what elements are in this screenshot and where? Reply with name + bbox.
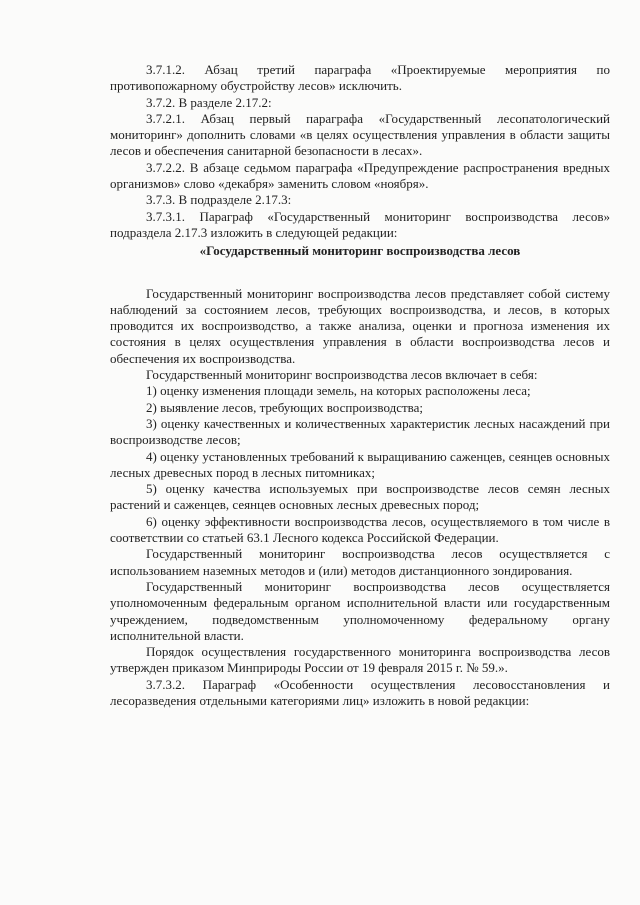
list-item: 4) оценку установленных требований к выращиванию саженцев, сеянцев основных лесных древесных пород в лесных питомниках;	[110, 448, 610, 480]
list-item: 6) оценку эффективности воспроизводства лесов, осуществляемого в том числе в соответствии со статьей 63.1 Лесного кодекса Российской Федерации.	[110, 513, 610, 546]
paragraph: Государственный мониторинг воспроизводства лесов представляет собой систему наблюдений за состоянием лесов, требующих воспроизводства, и лесов, в которых проводится их воспроизводство, а также анализа, оценки и прогноза изменения их состояния в целях осуществления управления в области воспроизводства лесов и обеспечения их воспроизводства.	[110, 285, 610, 366]
document-text	[110, 62, 610, 709]
paragraph: 3.7.2.2. В абзаце седьмом параграфа «Предупреждение распространения вредных организмов» слово «декабря» заменить словом «ноября».	[110, 159, 610, 192]
spacer	[110, 260, 610, 286]
paragraph: Государственный мониторинг воспроизводства лесов включает в себя:	[146, 367, 538, 383]
list-item: 2) выявление лесов, требующих воспроизводства;	[146, 399, 424, 415]
paragraph: 3.7.3.1. Параграф «Государственный мониторинг воспроизводства лесов» подраздела 2.17.3 изложить в следующей редакции:	[110, 208, 610, 240]
paragraph: 3.7.2.1. Абзац первый параграфа «Государственный лесопатологический мониторинг» дополнить словами «в целях осуществления управления в области защиты лесов и обеспечения санитарной безопасности в лесах».	[110, 110, 610, 159]
paragraph: 3.7.3. В подразделе 2.17.3:	[146, 192, 292, 208]
paragraph: Порядок осуществления государственного мониторинга воспроизводства лесов утвержден приказом Минприроды России от 19 февраля 2015 г. № 59.».	[110, 644, 610, 676]
list-item: 1) оценку изменения площади земель, на которых расположены леса;	[146, 383, 531, 399]
section-heading: «Государственный мониторинг воспроизводства лесов	[199, 243, 521, 259]
paragraph: Государственный мониторинг воспроизводства лесов осуществляется уполномоченным федеральным органом исполнительной власти или государственным учреждением, подведомственным уполномоченному федеральному органу исполнительной власти.	[110, 578, 610, 643]
list-item: 3) оценку качественных и количественных характеристик лесных насаждений при воспроизводстве лесов;	[110, 415, 610, 448]
paragraph: 3.7.2. В разделе 2.17.2:	[146, 94, 272, 110]
paragraph: 3.7.3.2. Параграф «Особенности осуществления лесовосстановления и лесоразведения отдельными категориями лиц» изложить в новой редакции:	[110, 676, 610, 708]
list-item: 5) оценку качества используемых при воспроизводстве лесов семян лесных растений и саженцев, сеянцев основных лесных древесных пород;	[110, 481, 610, 513]
paragraph: 3.7.1.2. Абзац третий параграфа «Проектируемые мероприятия по противопожарному обустройству лесов» исключить.	[110, 62, 610, 94]
paragraph: Государственный мониторинг воспроизводства лесов осуществляется с использованием наземных методов и (или) методов дистанционного зондирования.	[110, 546, 610, 578]
